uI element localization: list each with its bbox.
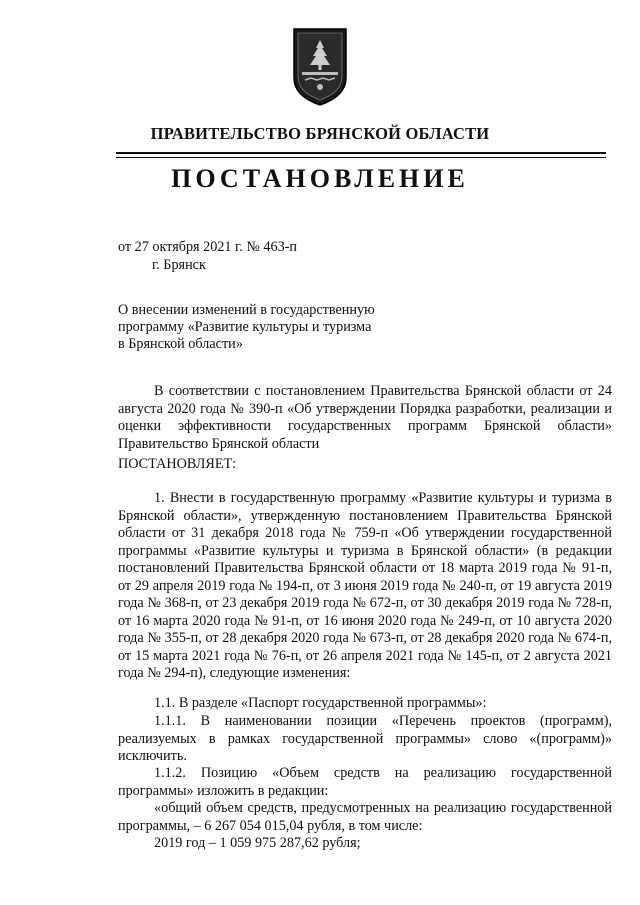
quote-paragraph: «общий объем средств, предусмотренных на реализацию государственной программы, – 6 267 054 015,04 рубля, в том числе: xyxy=(118,800,612,834)
document-type-title: ПОСТАНОВЛЕНИЕ xyxy=(171,164,469,193)
document-city: г. Брянск xyxy=(152,257,206,273)
resolves-heading: ПОСТАНОВЛЯЕТ: xyxy=(118,456,237,472)
header-rule-thick xyxy=(116,152,606,154)
header-rule-thin xyxy=(116,157,606,158)
coat-of-arms-emblem xyxy=(291,26,349,108)
item-1-1-2-paragraph: 1.1.2. Позицию «Объем средств на реализацию государственной программы» изложить в редакции: xyxy=(118,765,612,799)
government-name: ПРАВИТЕЛЬСТВО БРЯНСКОЙ ОБЛАСТИ xyxy=(150,124,490,143)
year-2019-line: 2019 год – 1 059 975 287,62 рубля; xyxy=(154,835,361,851)
item-1-1: 1.1. В разделе «Паспорт государственной программы»: xyxy=(154,695,487,711)
item-1-paragraph: 1. Внести в государственную программу «Развитие культуры и туризма в Брянской области», утвержденную постановлением Правительства Брянской области от 31 декабря 2018 года № 759-п «Об утверждении государственной программы «Развитие культуры и туризма в Брянской области» (в редакции постановлений Правительства Брянской области от 18 марта 2019 года № 91-п, от 29 апреля 2019 года № 194-п, от 3 июня 2019 года № 240-п, от 19 августа 2019 года № 368-п, от 23 декабря 2019 года № 672-п, от 30 декабря 2019 года № 728-п, от 16 марта 2020 года № 91-п, от 16 июня 2020 года № 249-п, от 10 августа 2020 года № 355-п, от 28 декабря 2020 года № 673-п, от 28 декабря 2020 года № 674-п, от 15 марта 2021 года № 76-п, от 26 апреля 2021 года № 145-п, от 2 августа 2021 года № 294-п), следующие изменения: xyxy=(118,490,612,681)
subject-line-1: О внесении изменений в государственную xyxy=(118,302,375,318)
preamble-paragraph: В соответствии с постановлением Правительства Брянской области от 24 августа 2020 года № 390-п «Об утверждении Порядка разработки, реализации и оценки эффективности государственных программ Брянской области» Правительство Брянской области xyxy=(118,383,612,452)
subject-line-3: в Брянской области» xyxy=(118,336,243,352)
document-date-number: от 27 октября 2021 г. № 463-п xyxy=(118,239,298,255)
subject-line-2: программу «Развитие культуры и туризма xyxy=(118,319,372,335)
item-1-1-1-paragraph: 1.1.1. В наименовании позиции «Перечень проектов (программ), реализуемых в рамках государственной программы» слово «(программ)» исключить. xyxy=(118,713,612,764)
